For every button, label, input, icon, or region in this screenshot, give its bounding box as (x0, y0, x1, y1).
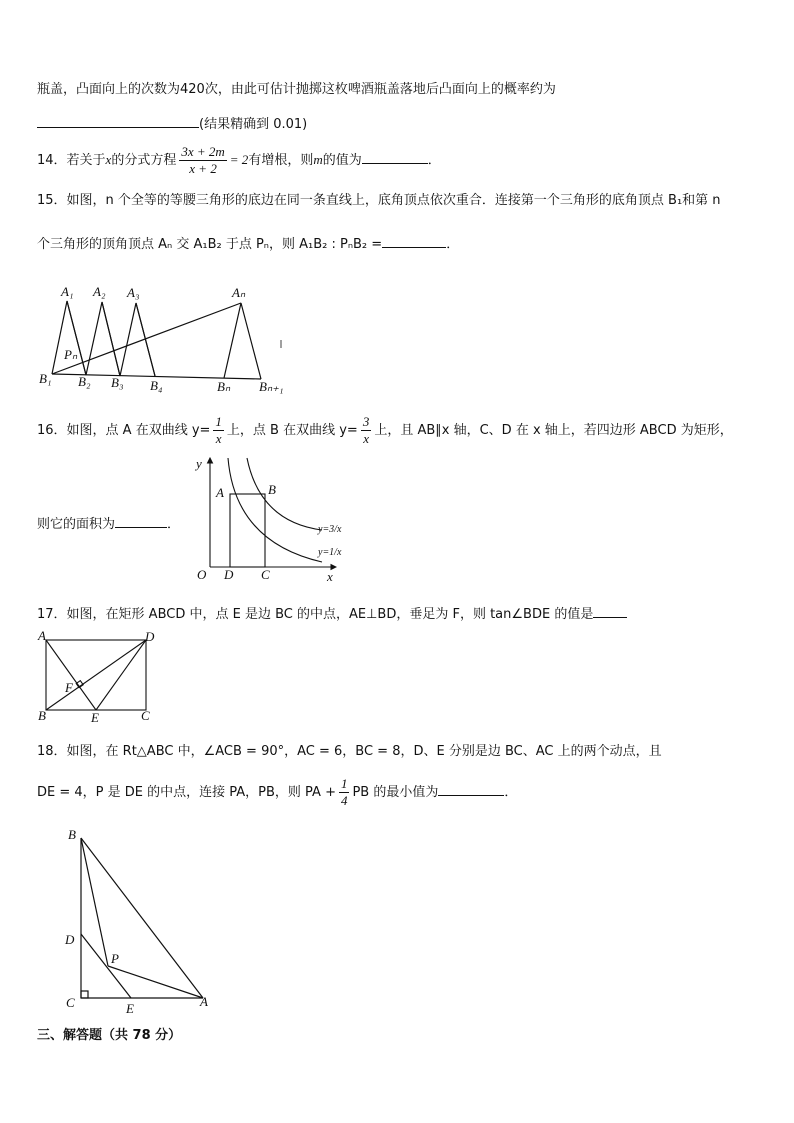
q16-answer-blank[interactable] (115, 513, 167, 528)
q17-label-A: A (38, 628, 46, 643)
q18-answer-blank[interactable] (438, 781, 504, 796)
q17-rectangle-figure (36, 628, 166, 724)
q16-label-O: O (197, 567, 207, 582)
q16-label-x: x (327, 569, 333, 584)
q18-label-A: A (200, 994, 208, 1009)
q16-fraction-1: $\frac{1}{x}$ (215, 414, 222, 446)
q15-label-A1: A₁ (61, 284, 74, 299)
q15-label-B1: B₁ (39, 371, 52, 386)
q15-line1: 15．如图，n 个全等的等腰三角形的底边在同一条直线上，底角顶点依次重合．连接第一个三角形的底角顶点 B₁和第 n (37, 193, 721, 208)
q17-label-F: F (65, 680, 73, 695)
q18-label-C: C (66, 995, 75, 1010)
q17-text: 17．如图，在矩形 ABCD 中，点 E 是边 BC 的中点，AE⊥BD，垂足为 F，则 tan∠BDE 的值是 (37, 603, 627, 625)
q15-label-An: Aₙ (232, 285, 246, 300)
q16-label-C: C (261, 567, 270, 582)
q13-answer-line: (结果精确到 0.01) (37, 113, 307, 135)
q14-text: 14．若关于x的分式方程 $\frac{3x + 2m}{x + 2}$ = 2有增根，则m的值为 ． (37, 144, 441, 176)
q16-label-curve1: y=1/x (318, 547, 342, 558)
q15-answer-blank[interactable] (382, 233, 446, 248)
q16-line2: 则它的面积为 ． (37, 513, 180, 535)
q15-triangles-figure (36, 278, 296, 400)
q18-label-D: D (65, 932, 75, 947)
q18-line1: 18．如图，在 Rt△ABC 中，∠ACB = 90°，AC = 6，BC = 8，D、E 分别是边 BC、AC 上的两个动点，且 (37, 744, 662, 759)
q15-line2: 个三角形的顶角顶点 Aₙ 交 A₁B₂ 于点 Pₙ，则 A₁B₂ : PₙB₂ = ． (37, 233, 459, 255)
q13-text: 瓶盖，凸面向上的次数为420次，由此可估计抛掷这枚啤酒瓶盖落地后凸面向上的概率约为 (37, 82, 556, 97)
q16-fraction-2: $\frac{3}{x}$ (362, 414, 370, 446)
section-heading: 三、解答题（共 78 分） (37, 1028, 182, 1043)
q15-label-A3: A₃ (127, 285, 140, 300)
q13-answer-blank[interactable] (37, 113, 199, 128)
q15-label-B4: B₄ (150, 378, 163, 393)
q15-label-Bn1: Bₙ₊₁ (259, 379, 284, 394)
q16-line1: 16．如图，点 A 在双曲线 y= $\frac{1}{x}$ 上，点 B 在双曲线 y= $\frac{3}{x}$ 上，且 AB∥x 轴，C、D 在 x 轴上，若四边形 ABCD 为矩形， (37, 414, 733, 446)
q16-label-y: y (196, 456, 202, 471)
q15-label-Bn: Bₙ (217, 379, 231, 394)
q18-line2: DE = 4，P 是 DE 的中点，连接 PA，PB，则 PA + $\frac{1}{4}$ PB 的最小值为 ． (37, 776, 518, 808)
q17-answer-blank[interactable] (593, 603, 627, 618)
q16-label-B: B (268, 482, 276, 497)
q15-label-A2: A₂ (93, 284, 106, 299)
q18-triangle-figure (56, 822, 226, 1014)
q18-fraction: $\frac{1}{4}$ (340, 776, 348, 808)
q17-label-C: C (141, 708, 150, 723)
q16-label-A: A (216, 485, 224, 500)
q18-label-P: P (111, 951, 119, 966)
q17-label-D: D (145, 629, 155, 644)
q18-label-E: E (126, 1001, 134, 1014)
q14-fraction: $\frac{3x + 2m}{x + 2}$ (181, 144, 225, 176)
q16-label-curve3: y=3/x (318, 524, 342, 535)
q18-label-B: B (68, 827, 76, 842)
q15-label-B2: B₂ (78, 374, 91, 389)
q14-answer-blank[interactable] (362, 149, 428, 164)
q15-label-Pn: Pₙ (64, 347, 78, 362)
q16-hyperbola-figure (190, 452, 350, 587)
q17-label-E: E (91, 710, 99, 724)
q17-label-B: B (38, 708, 46, 723)
q16-label-D: D (224, 567, 234, 582)
q15-label-B3: B₃ (111, 375, 124, 390)
